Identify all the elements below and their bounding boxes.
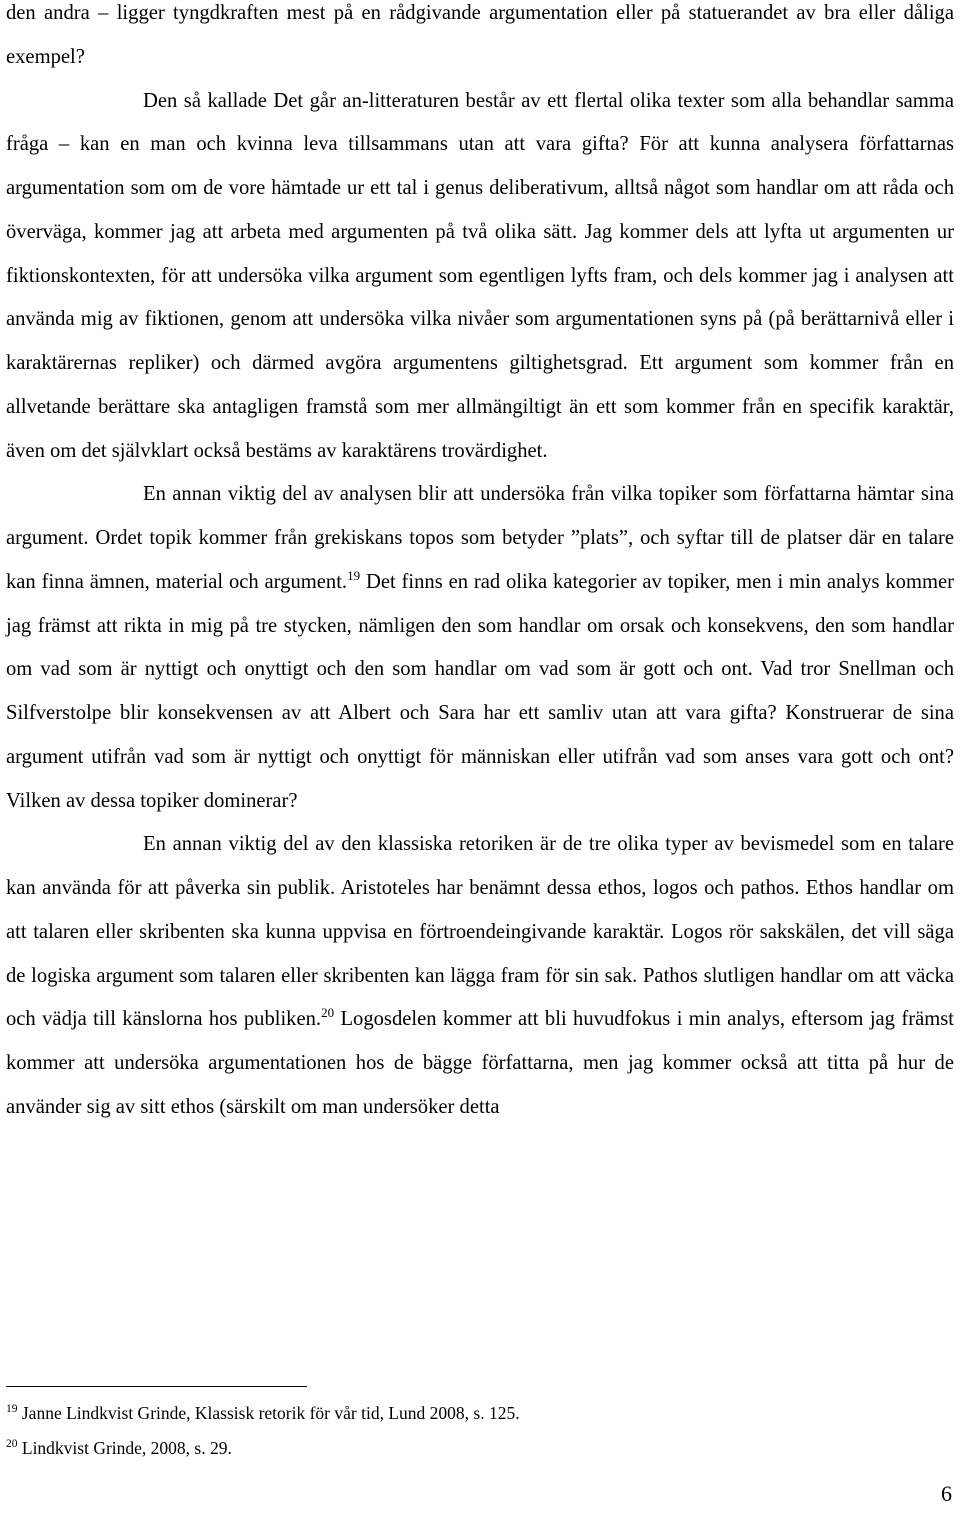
footnote-ref-19: 19	[347, 567, 361, 583]
paragraph-3-text-after: Det finns en rad olika kategorier av topiker, men i min analys kommer jag främst att rikta in mig på tre stycken, nämligen den som handlar om orsak och konsekvens, den som handlar om vad som är nyttigt och onyttigt och den som handlar om vad som är gott och ont. Vad tror Snellman och Silfverstolpe blir konsekvensen av att Albert och Sara har ett samliv utan att vara gifta? Konstruerar de sina argument utifrån vad som är nyttigt och onyttigt för människan eller utifrån vad som anses vara gott och ont? Vilken av dessa topiker dominerar?	[6, 570, 955, 812]
paragraph-2: Den så kallade Det går an-litteraturen består av ett flertal olika texter som alla behandlar samma fråga – kan en man och kvinna leva tillsammans utan att vara gifta? För att kunna analysera författarnas argumentation som om de vore hämtade ur ett tal i genus deliberativum, alltså något som handlar om att råda och överväga, kommer jag att arbeta med argumenten på två olika sätt. Jag kommer dels att lyfta ut argumenten ur fiktionskontexten, för att undersöka vilka argument som egentligen lyfts fram, och dels kommer jag i analysen att använda mig av fiktionen, genom att undersöka vilka nivåer som argumentationen syns på (på berättarnivå eller i karaktärernas repliker) och därmed avgöra argumentens giltighetsgrad. Ett argument som kommer från en allvetande berättare ska antagligen framstå som mer allmängiltigt än ett som kommer från en specifik karaktär, även om det självklart också bestäms av karaktärens trovärdighet.	[6, 89, 954, 462]
footnote-ref-20: 20	[321, 1005, 335, 1021]
footnote-number: 20	[6, 1438, 18, 1450]
footnote-20	[6, 1431, 946, 1466]
paragraph-4-text-before: En annan viktig del av den klassiska retoriken är de tre olika typer av bevismedel som en talare kan använda för att påverka sin publik. Aristoteles har benämnt dessa ethos, logos och pathos. Ethos handlar om att talaren eller skribenten ska kunna uppvisa en förtroendeingivande karaktär. Logos rör sakskälen, det vill säga de logiska argument som talaren eller skribenten kan lägga fram för sin sak. Pathos slutligen handlar om att väcka och vädja till känslorna hos publiken.	[6, 833, 954, 1031]
paragraph-4-text-after: Logosdelen kommer att bli huvudfokus i min analys, eftersom jag främst kommer att undersöka argumentationen hos de bägge författarna, men jag kommer också att titta på hur de använder sig av sitt ethos (särskilt om man undersöker detta	[6, 1008, 954, 1118]
footnote-text: Janne Lindkvist Grinde, Klassisk retorik för vår tid, Lund 2008, s. 125.	[17, 1403, 520, 1423]
body-text	[6, 0, 954, 1130]
paragraph-1: den andra – ligger tyngdkraften mest på en rådgivande argumentation eller på statuerandet av bra eller dåliga exempel?	[6, 2, 954, 68]
paragraph-3	[6, 473, 954, 823]
page-number: 6	[941, 1481, 952, 1506]
paragraph-4	[6, 823, 954, 1129]
footnote-19	[6, 1396, 946, 1431]
footnote-separator	[6, 1386, 307, 1387]
paragraph-3-text-before: En annan viktig del av analysen blir att undersöka från vilka topiker som författarna hämtar sina argument. Ordet topik kommer från grekiskans topos som betyder ”plats”, och syftar till de platser där en talare kan finna ämnen, material och argument.	[6, 483, 954, 593]
footnotes	[6, 1396, 946, 1466]
footnote-text: Lindkvist Grinde, 2008, s. 29.	[17, 1438, 232, 1458]
footnote-number: 19	[6, 1403, 18, 1415]
